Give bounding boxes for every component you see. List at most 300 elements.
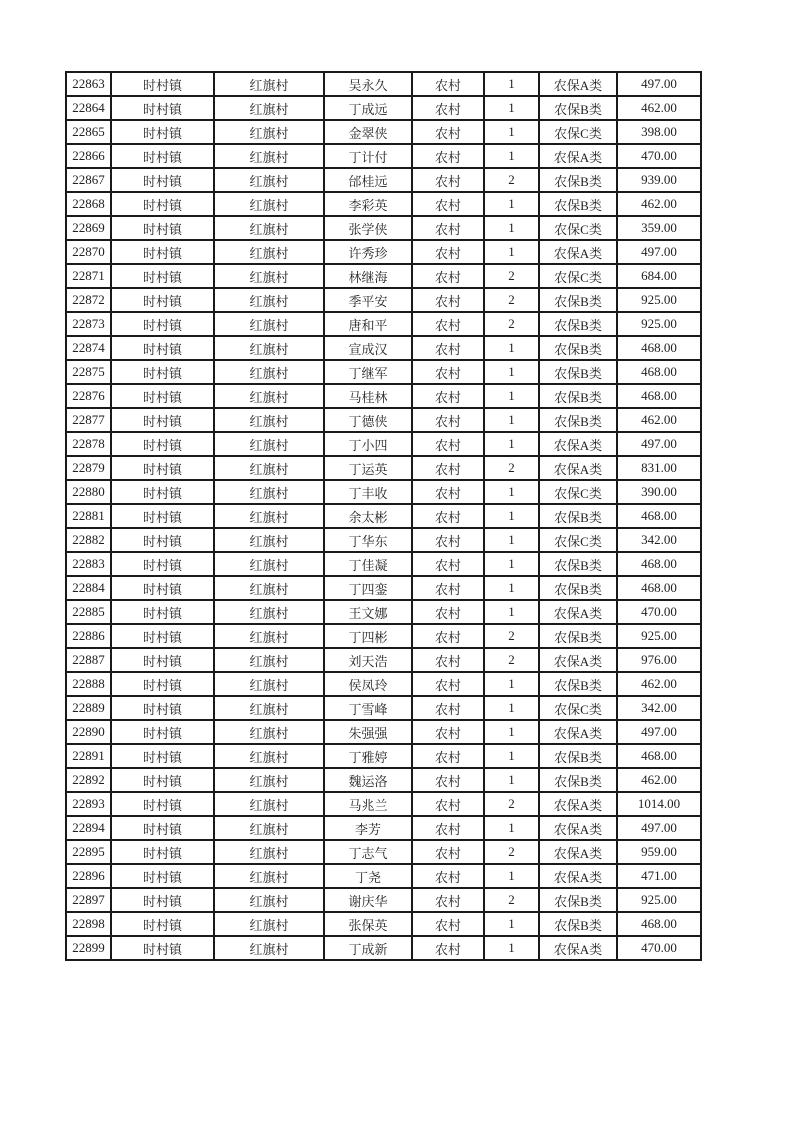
table-cell: 468.00 [617, 576, 701, 600]
table-cell: 22888 [66, 672, 111, 696]
table-cell: 红旗村 [214, 312, 324, 336]
table-cell: 470.00 [617, 144, 701, 168]
table-cell: 农村 [412, 792, 484, 816]
table-row [66, 696, 701, 720]
table-cell: 农保C类 [539, 528, 617, 552]
table-cell: 1 [484, 96, 539, 120]
table-cell: 2 [484, 264, 539, 288]
table-cell: 2 [484, 840, 539, 864]
table-cell: 22883 [66, 552, 111, 576]
table-cell: 红旗村 [214, 576, 324, 600]
table-cell: 农村 [412, 168, 484, 192]
table-cell: 22878 [66, 432, 111, 456]
table-cell: 时村镇 [111, 288, 214, 312]
table-cell: 红旗村 [214, 432, 324, 456]
table-cell: 农村 [412, 312, 484, 336]
table-cell: 农保A类 [539, 456, 617, 480]
table-cell: 462.00 [617, 96, 701, 120]
records-table-body [66, 72, 701, 960]
table-cell: 22890 [66, 720, 111, 744]
table-cell: 22894 [66, 816, 111, 840]
table-cell: 22875 [66, 360, 111, 384]
table-cell: 红旗村 [214, 552, 324, 576]
table-cell: 22872 [66, 288, 111, 312]
table-cell: 农村 [412, 96, 484, 120]
table-cell: 农保B类 [539, 888, 617, 912]
table-cell: 22867 [66, 168, 111, 192]
table-cell: 农村 [412, 456, 484, 480]
table-cell: 农保B类 [539, 384, 617, 408]
table-cell: 农保A类 [539, 864, 617, 888]
table-cell: 红旗村 [214, 888, 324, 912]
table-cell: 22884 [66, 576, 111, 600]
table-cell: 497.00 [617, 432, 701, 456]
table-cell: 农保C类 [539, 480, 617, 504]
table-cell: 468.00 [617, 360, 701, 384]
table-cell: 468.00 [617, 336, 701, 360]
table-cell: 时村镇 [111, 816, 214, 840]
table-cell: 22895 [66, 840, 111, 864]
table-cell: 1 [484, 120, 539, 144]
table-cell: 22864 [66, 96, 111, 120]
table-cell: 939.00 [617, 168, 701, 192]
table-row [66, 264, 701, 288]
table-cell: 农保B类 [539, 552, 617, 576]
table-cell: 1 [484, 216, 539, 240]
table-cell: 497.00 [617, 720, 701, 744]
table-cell: 2 [484, 312, 539, 336]
table-cell: 农保B类 [539, 744, 617, 768]
table-cell: 丁四銮 [324, 576, 412, 600]
table-cell: 22897 [66, 888, 111, 912]
table-cell: 丁继军 [324, 360, 412, 384]
table-cell: 丁成新 [324, 936, 412, 960]
table-cell: 丁运英 [324, 456, 412, 480]
table-cell: 2 [484, 624, 539, 648]
table-cell: 农村 [412, 912, 484, 936]
table-cell: 1 [484, 696, 539, 720]
table-cell: 丁雅婷 [324, 744, 412, 768]
table-row [66, 768, 701, 792]
table-cell: 22885 [66, 600, 111, 624]
table-cell: 471.00 [617, 864, 701, 888]
table-cell: 农村 [412, 696, 484, 720]
table-cell: 农村 [412, 432, 484, 456]
table-cell: 22892 [66, 768, 111, 792]
table-row [66, 912, 701, 936]
table-cell: 1 [484, 552, 539, 576]
table-row [66, 648, 701, 672]
table-cell: 1 [484, 432, 539, 456]
table-cell: 22898 [66, 912, 111, 936]
table-cell: 农村 [412, 576, 484, 600]
table-cell: 1 [484, 192, 539, 216]
table-cell: 红旗村 [214, 216, 324, 240]
table-cell: 红旗村 [214, 384, 324, 408]
table-cell: 时村镇 [111, 96, 214, 120]
table-cell: 农保A类 [539, 816, 617, 840]
table-row [66, 624, 701, 648]
table-row [66, 744, 701, 768]
table-cell: 925.00 [617, 288, 701, 312]
table-cell: 1 [484, 672, 539, 696]
table-cell: 农村 [412, 936, 484, 960]
table-cell: 22868 [66, 192, 111, 216]
table-cell: 时村镇 [111, 480, 214, 504]
table-cell: 农村 [412, 864, 484, 888]
table-cell: 时村镇 [111, 384, 214, 408]
table-cell: 农保C类 [539, 216, 617, 240]
table-cell: 22871 [66, 264, 111, 288]
table-row [66, 816, 701, 840]
table-cell: 农村 [412, 336, 484, 360]
records-table [65, 71, 702, 961]
table-cell: 农村 [412, 672, 484, 696]
table-cell: 1 [484, 528, 539, 552]
table-cell: 时村镇 [111, 696, 214, 720]
table-cell: 684.00 [617, 264, 701, 288]
table-cell: 红旗村 [214, 360, 324, 384]
table-cell: 时村镇 [111, 672, 214, 696]
table-cell: 农村 [412, 624, 484, 648]
table-cell: 时村镇 [111, 408, 214, 432]
table-cell: 时村镇 [111, 264, 214, 288]
table-cell: 462.00 [617, 672, 701, 696]
table-row [66, 120, 701, 144]
table-cell: 时村镇 [111, 360, 214, 384]
table-cell: 农保A类 [539, 600, 617, 624]
table-cell: 农保B类 [539, 504, 617, 528]
table-cell: 农保B类 [539, 192, 617, 216]
table-cell: 红旗村 [214, 120, 324, 144]
table-cell: 农保A类 [539, 936, 617, 960]
table-row [66, 312, 701, 336]
table-cell: 红旗村 [214, 528, 324, 552]
table-cell: 468.00 [617, 552, 701, 576]
table-cell: 许秀珍 [324, 240, 412, 264]
table-cell: 时村镇 [111, 936, 214, 960]
table-cell: 丁志气 [324, 840, 412, 864]
table-cell: 22882 [66, 528, 111, 552]
table-cell: 农保B类 [539, 168, 617, 192]
table-cell: 2 [484, 792, 539, 816]
table-row [66, 144, 701, 168]
table-cell: 农村 [412, 504, 484, 528]
table-cell: 红旗村 [214, 936, 324, 960]
table-cell: 22879 [66, 456, 111, 480]
table-cell: 470.00 [617, 936, 701, 960]
table-cell: 红旗村 [214, 696, 324, 720]
table-cell: 农保B类 [539, 768, 617, 792]
table-cell: 红旗村 [214, 864, 324, 888]
table-cell: 农村 [412, 288, 484, 312]
table-cell: 925.00 [617, 888, 701, 912]
table-cell: 1 [484, 480, 539, 504]
table-cell: 金翠侠 [324, 120, 412, 144]
table-cell: 农保A类 [539, 432, 617, 456]
table-cell: 农村 [412, 384, 484, 408]
table-cell: 468.00 [617, 504, 701, 528]
table-cell: 22866 [66, 144, 111, 168]
table-cell: 红旗村 [214, 624, 324, 648]
table-cell: 红旗村 [214, 840, 324, 864]
table-cell: 22887 [66, 648, 111, 672]
table-cell: 红旗村 [214, 672, 324, 696]
table-cell: 朱强强 [324, 720, 412, 744]
table-cell: 魏运洛 [324, 768, 412, 792]
table-cell: 2 [484, 888, 539, 912]
table-cell: 农村 [412, 240, 484, 264]
table-cell: 1 [484, 864, 539, 888]
table-cell: 925.00 [617, 312, 701, 336]
table-cell: 22881 [66, 504, 111, 528]
table-row [66, 408, 701, 432]
table-cell: 张保英 [324, 912, 412, 936]
table-cell: 1 [484, 240, 539, 264]
table-cell: 农村 [412, 552, 484, 576]
table-cell: 1 [484, 336, 539, 360]
table-cell: 时村镇 [111, 432, 214, 456]
table-cell: 农保B类 [539, 96, 617, 120]
table-cell: 22880 [66, 480, 111, 504]
table-cell: 22865 [66, 120, 111, 144]
table-cell: 红旗村 [214, 720, 324, 744]
table-cell: 红旗村 [214, 912, 324, 936]
table-cell: 时村镇 [111, 336, 214, 360]
table-cell: 丁佳凝 [324, 552, 412, 576]
table-cell: 农保A类 [539, 720, 617, 744]
table-cell: 时村镇 [111, 648, 214, 672]
table-cell: 红旗村 [214, 768, 324, 792]
table-cell: 张学侠 [324, 216, 412, 240]
table-cell: 1 [484, 384, 539, 408]
table-cell: 农村 [412, 528, 484, 552]
table-cell: 农村 [412, 840, 484, 864]
table-cell: 时村镇 [111, 600, 214, 624]
table-cell: 林继海 [324, 264, 412, 288]
table-cell: 李彩英 [324, 192, 412, 216]
table-row [66, 552, 701, 576]
table-cell: 1 [484, 504, 539, 528]
table-cell: 唐和平 [324, 312, 412, 336]
table-cell: 时村镇 [111, 120, 214, 144]
table-cell: 497.00 [617, 240, 701, 264]
table-cell: 农村 [412, 816, 484, 840]
table-cell: 22870 [66, 240, 111, 264]
table-cell: 农保B类 [539, 912, 617, 936]
table-cell: 农保A类 [539, 72, 617, 96]
table-cell: 时村镇 [111, 72, 214, 96]
table-cell: 1 [484, 768, 539, 792]
table-cell: 刘天浩 [324, 648, 412, 672]
table-cell: 1 [484, 408, 539, 432]
table-cell: 农保B类 [539, 672, 617, 696]
table-cell: 2 [484, 456, 539, 480]
table-cell: 农保C类 [539, 696, 617, 720]
table-cell: 红旗村 [214, 744, 324, 768]
table-cell: 342.00 [617, 528, 701, 552]
table-cell: 农村 [412, 720, 484, 744]
table-cell: 22873 [66, 312, 111, 336]
table-cell: 时村镇 [111, 192, 214, 216]
table-cell: 时村镇 [111, 528, 214, 552]
table-cell: 976.00 [617, 648, 701, 672]
table-cell: 马桂林 [324, 384, 412, 408]
table-row [66, 480, 701, 504]
table-cell: 农村 [412, 120, 484, 144]
table-cell: 红旗村 [214, 288, 324, 312]
table-cell: 1 [484, 912, 539, 936]
table-cell: 462.00 [617, 408, 701, 432]
table-row [66, 288, 701, 312]
table-cell: 831.00 [617, 456, 701, 480]
table-cell: 时村镇 [111, 456, 214, 480]
table-row [66, 504, 701, 528]
table-cell: 468.00 [617, 912, 701, 936]
table-row [66, 936, 701, 960]
table-cell: 390.00 [617, 480, 701, 504]
table-cell: 丁计付 [324, 144, 412, 168]
table-row [66, 336, 701, 360]
table-cell: 丁丰收 [324, 480, 412, 504]
table-cell: 红旗村 [214, 240, 324, 264]
table-cell: 红旗村 [214, 792, 324, 816]
table-cell: 农保B类 [539, 312, 617, 336]
table-cell: 农村 [412, 360, 484, 384]
table-cell: 农村 [412, 600, 484, 624]
table-cell: 丁成远 [324, 96, 412, 120]
table-cell: 农保B类 [539, 408, 617, 432]
table-cell: 农村 [412, 144, 484, 168]
table-cell: 1 [484, 936, 539, 960]
table-cell: 497.00 [617, 816, 701, 840]
table-row [66, 720, 701, 744]
table-row [66, 600, 701, 624]
table-cell: 宣成汉 [324, 336, 412, 360]
table-cell: 22893 [66, 792, 111, 816]
table-cell: 王文娜 [324, 600, 412, 624]
table-cell: 农村 [412, 72, 484, 96]
table-cell: 红旗村 [214, 456, 324, 480]
table-cell: 1 [484, 144, 539, 168]
table-cell: 农村 [412, 768, 484, 792]
table-cell: 红旗村 [214, 168, 324, 192]
table-cell: 342.00 [617, 696, 701, 720]
table-cell: 农保A类 [539, 240, 617, 264]
table-cell: 红旗村 [214, 144, 324, 168]
table-cell: 红旗村 [214, 72, 324, 96]
table-row [66, 864, 701, 888]
table-cell: 462.00 [617, 768, 701, 792]
table-row [66, 240, 701, 264]
table-cell: 农保C类 [539, 264, 617, 288]
table-cell: 1 [484, 576, 539, 600]
table-cell: 497.00 [617, 72, 701, 96]
table-cell: 1 [484, 600, 539, 624]
table-cell: 丁小四 [324, 432, 412, 456]
table-cell: 谢庆华 [324, 888, 412, 912]
table-cell: 468.00 [617, 384, 701, 408]
table-cell: 红旗村 [214, 504, 324, 528]
table-cell: 22877 [66, 408, 111, 432]
table-row [66, 456, 701, 480]
table-cell: 丁四彬 [324, 624, 412, 648]
table-cell: 时村镇 [111, 864, 214, 888]
table-cell: 359.00 [617, 216, 701, 240]
table-cell: 农村 [412, 408, 484, 432]
table-cell: 红旗村 [214, 480, 324, 504]
table-cell: 1 [484, 816, 539, 840]
table-row [66, 840, 701, 864]
table-cell: 农保B类 [539, 624, 617, 648]
table-cell: 红旗村 [214, 96, 324, 120]
table-cell: 红旗村 [214, 648, 324, 672]
table-cell: 吴永久 [324, 72, 412, 96]
table-cell: 丁华东 [324, 528, 412, 552]
table-cell: 丁德侠 [324, 408, 412, 432]
table-cell: 余太彬 [324, 504, 412, 528]
table-cell: 22896 [66, 864, 111, 888]
table-cell: 季平安 [324, 288, 412, 312]
table-row [66, 576, 701, 600]
table-cell: 丁雪峰 [324, 696, 412, 720]
table-cell: 农村 [412, 480, 484, 504]
table-cell: 马兆兰 [324, 792, 412, 816]
table-cell: 红旗村 [214, 192, 324, 216]
table-cell: 398.00 [617, 120, 701, 144]
table-row [66, 384, 701, 408]
table-cell: 22869 [66, 216, 111, 240]
table-cell: 2 [484, 168, 539, 192]
table-row [66, 216, 701, 240]
table-cell: 时村镇 [111, 624, 214, 648]
table-cell: 22876 [66, 384, 111, 408]
table-row [66, 360, 701, 384]
table-cell: 李芳 [324, 816, 412, 840]
table-cell: 时村镇 [111, 888, 214, 912]
table-row [66, 72, 701, 96]
table-cell: 2 [484, 288, 539, 312]
table-cell: 农村 [412, 264, 484, 288]
table-cell: 1 [484, 72, 539, 96]
table-cell: 1 [484, 744, 539, 768]
table-cell: 时村镇 [111, 720, 214, 744]
table-cell: 22863 [66, 72, 111, 96]
table-cell: 时村镇 [111, 552, 214, 576]
table-cell: 农村 [412, 216, 484, 240]
table-cell: 红旗村 [214, 336, 324, 360]
table-cell: 农村 [412, 192, 484, 216]
table-cell: 925.00 [617, 624, 701, 648]
table-cell: 农村 [412, 648, 484, 672]
table-cell: 红旗村 [214, 816, 324, 840]
table-cell: 农村 [412, 888, 484, 912]
table-row [66, 96, 701, 120]
table-cell: 红旗村 [214, 600, 324, 624]
table-cell: 959.00 [617, 840, 701, 864]
table-cell: 侯凤玲 [324, 672, 412, 696]
table-cell: 22886 [66, 624, 111, 648]
table-cell: 时村镇 [111, 768, 214, 792]
table-cell: 时村镇 [111, 576, 214, 600]
table-cell: 468.00 [617, 744, 701, 768]
table-row [66, 192, 701, 216]
table-cell: 邰桂远 [324, 168, 412, 192]
table-cell: 红旗村 [214, 408, 324, 432]
table-row [66, 528, 701, 552]
table-cell: 22891 [66, 744, 111, 768]
table-row [66, 168, 701, 192]
